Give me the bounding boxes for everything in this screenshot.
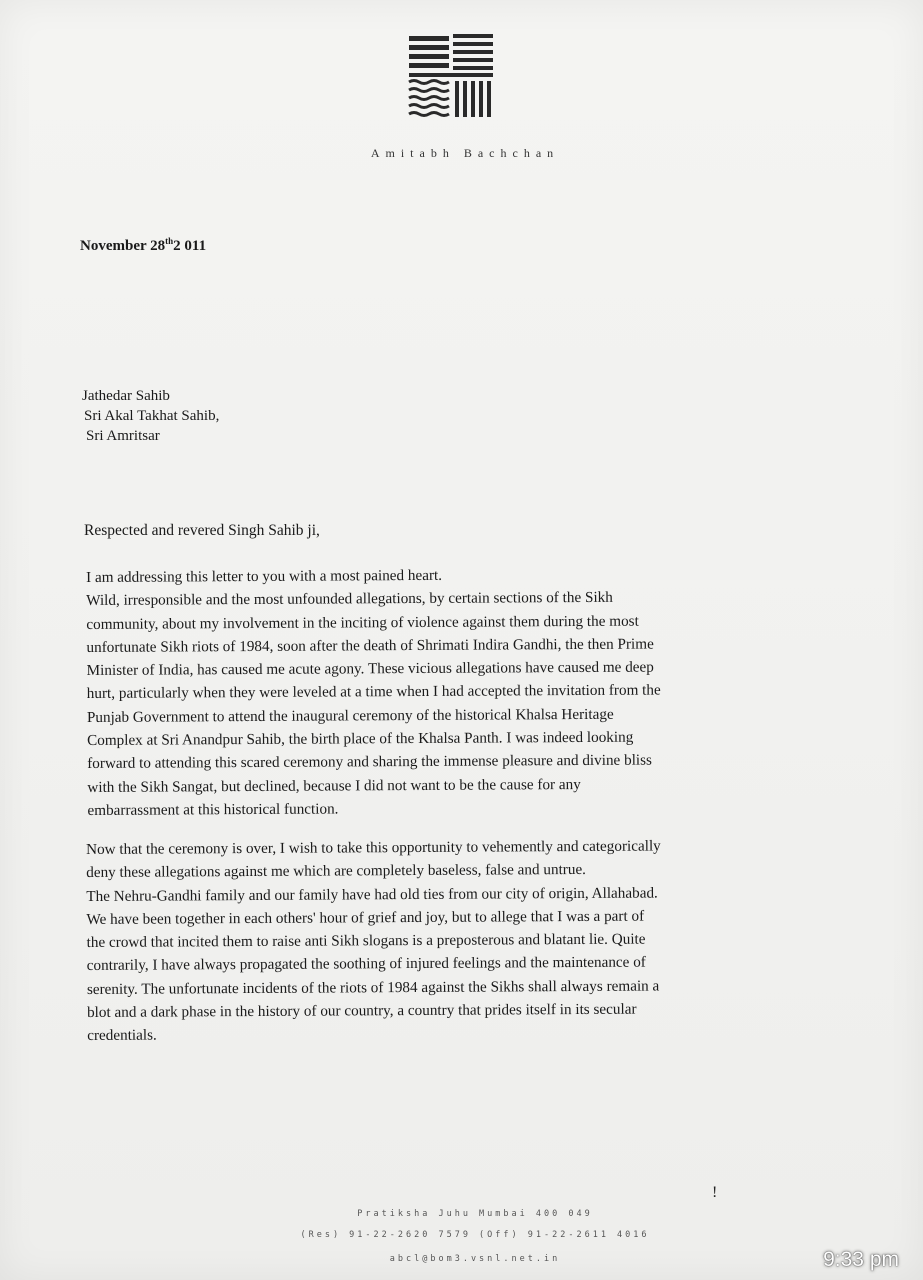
paragraph-line: I am addressing this letter to you with a most pained heart. — [86, 566, 443, 586]
paragraph-line: blot and a dark phase in the history of our country, a country that prides itself in its secular — [87, 1000, 637, 1022]
status-time: 9:33 pm — [823, 1248, 899, 1271]
paragraph-line: The Nehru-Gandhi family and our family have had old ties from our city of origin, Allahabad. — [86, 884, 658, 905]
paragraph-line: Now that the ceremony is over, I wish to take this opportunity to vehemently and categorically — [86, 837, 661, 858]
footer-email: abcl@bom3.vsnl.net.in — [389, 1254, 561, 1264]
paragraph-line: credentials. — [87, 1026, 157, 1045]
recipient-address — [82, 386, 219, 446]
paragraph-line: the crowd that incited them to raise anti Sikh slogans is a preposterous and blatant lie. Quite — [86, 930, 646, 952]
salutation: Respected and revered Singh Sahib ji, — [84, 522, 320, 539]
date-main: November 28 — [80, 238, 166, 254]
date-year: 2 011 — [173, 238, 207, 254]
paragraph-line: unfortunate Sikh riots of 1984, soon after the death of Shrimati Indira Gandhi, the then Prime — [86, 635, 654, 656]
footer-address: Pratiksha Juhu Mumbai 400 049 — [357, 1209, 593, 1219]
address-line: Jathedar Sahib — [82, 388, 170, 404]
paragraph-line: contrarily, I have always propagated the soothing of injured feelings and the maintenance of — [86, 954, 646, 975]
paragraph-line: Minister of India, has caused me acute agony. These vicious allegations have caused me deep — [86, 658, 654, 680]
address-line: Sri Amritsar — [86, 428, 160, 444]
paragraph-line: Punjab Government to attend the inaugural ceremony of the historical Khalsa Heritage — [86, 705, 614, 726]
address-line: Sri Akal Takhat Sahib, — [84, 408, 220, 424]
ab-monogram-logo — [407, 32, 495, 118]
footer-phones: (Res) 91-22-2620 7579 (Off) 91-22-2611 4016 — [300, 1230, 650, 1240]
letter-date — [80, 236, 206, 255]
paragraph-line: serenity. The unfortunate incidents of the riots of 1984 against the Sikhs shall always remain a — [86, 977, 660, 998]
paragraph-2 — [86, 833, 867, 1047]
paragraph-line: Wild, irresponsible and the most unfounded allegations, by certain sections of the Sikh — [86, 589, 613, 610]
paragraph-line: hurt, particularly when they were leveled at a time when I had accepted the invitation from the — [86, 681, 661, 703]
paragraph-line: deny these allegations against me which are completely baseless, false and untrue. — [86, 861, 587, 882]
paragraph-line: Complex at Sri Anandpur Sahib, the birth place of the Khalsa Panth. I was indeed looking — [87, 728, 634, 750]
paragraph-line: embarrassment at this historical function. — [87, 800, 339, 819]
stray-mark: ! — [712, 1184, 718, 1201]
letterhead-name: Amitabh Bachchan — [370, 146, 560, 160]
paragraph-line: with the Sikh Sangat, but declined, because I did not want to be the cause for any — [87, 775, 581, 796]
paragraph-1 — [86, 561, 868, 822]
paragraph-line: We have been together in each others' hour of grief and joy, but to allege that I was a part of — [86, 907, 645, 928]
paragraph-line: community, about my involvement in the inciting of violence against them during the most — [86, 612, 639, 633]
paragraph-line: forward to attending this scared ceremony and sharing the immense pleasure and divine bliss — [87, 751, 652, 773]
date-suffix: th — [165, 236, 174, 246]
